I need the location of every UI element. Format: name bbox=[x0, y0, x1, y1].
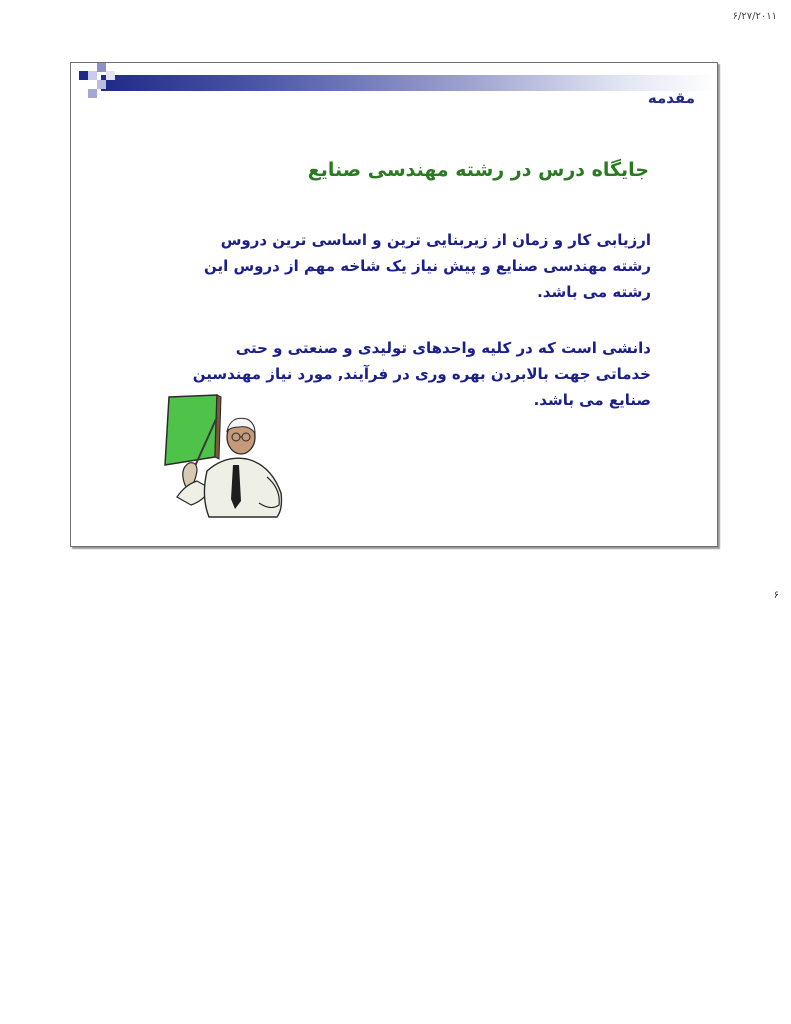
header-square bbox=[97, 63, 106, 72]
page-number: ۶ bbox=[773, 590, 779, 601]
page-date: ۶/۲۷/۲۰۱۱ bbox=[732, 11, 777, 22]
slide-heading: جایگاه درس در رشته مهندسی صنایع bbox=[307, 159, 649, 181]
slide-header-bar bbox=[71, 63, 717, 101]
header-square bbox=[79, 71, 88, 80]
header-square bbox=[106, 71, 115, 80]
header-square bbox=[97, 80, 106, 89]
teacher-clipart-image bbox=[155, 393, 295, 519]
slide-paragraph: دانشی است که در کلیه واحدهای تولیدی و صنعتی و حتی خدماتی جهت بالابردن بهره وری در فرآیند, مورد نیاز مهندسین صنایع می باشد. bbox=[192, 339, 651, 409]
header-square bbox=[88, 89, 97, 98]
slide bbox=[70, 62, 718, 547]
header-square bbox=[88, 71, 97, 80]
slide-paragraph: ارزیابی کار و زمان از زیربنایی ترین و اساسی ترین دروس رشته مهندسی صنایع و پیش نیاز یک شاخه مهم از دروس این رشته می باشد. bbox=[203, 231, 651, 301]
slide-title: مقدمه bbox=[647, 89, 695, 107]
header-gradient-bar bbox=[101, 75, 717, 91]
